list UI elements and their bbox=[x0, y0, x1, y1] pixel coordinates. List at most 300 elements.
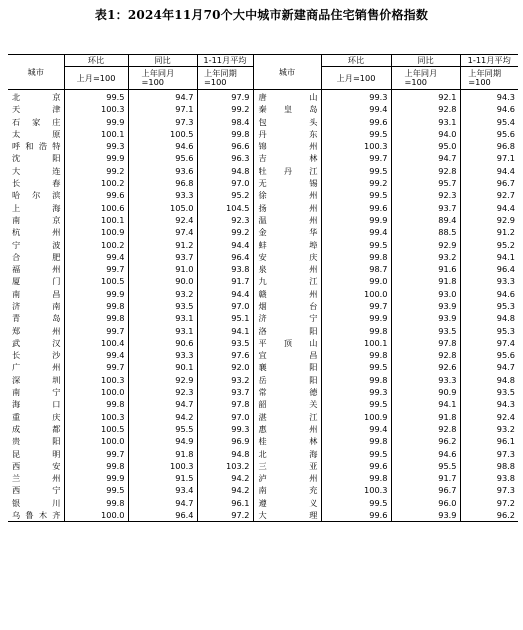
cell-mom-left: 99.9 bbox=[64, 152, 128, 164]
cell-yoy-right: 89.4 bbox=[391, 214, 460, 226]
cell-mom-right: 99.7 bbox=[321, 152, 391, 164]
cell-city-left: 沈阳 bbox=[12, 153, 61, 164]
header-row-1 bbox=[8, 55, 518, 67]
cell-ytd-right: 96.4 bbox=[460, 263, 518, 275]
cell-mom-right: 99.8 bbox=[321, 251, 391, 263]
cell-city-left: 西宁 bbox=[12, 485, 61, 496]
cell-mom-left: 99.7 bbox=[64, 448, 128, 460]
header-yoy-base-right bbox=[391, 67, 460, 90]
cell-city-left: 郑州 bbox=[12, 325, 61, 336]
cell-ytd-left: 97.6 bbox=[197, 349, 253, 361]
cell-city-right: 襄阳 bbox=[253, 362, 321, 374]
cell-ytd-left: 94.2 bbox=[197, 472, 253, 484]
cell-mom-left: 99.7 bbox=[64, 362, 128, 374]
cell-city-right: 烟台 bbox=[253, 300, 321, 312]
cell-yoy-right: 92.8 bbox=[391, 349, 460, 361]
cell-city-right: 泸州 bbox=[253, 472, 321, 484]
cell-yoy-right: 94.7 bbox=[391, 152, 460, 164]
table-row bbox=[8, 214, 518, 226]
header-ytd-base-text: 上年同期=100 bbox=[204, 68, 237, 87]
cell-mom-right: 99.8 bbox=[321, 374, 391, 386]
cell-city-left: 厦门 bbox=[12, 276, 61, 287]
cell-yoy-left: 93.5 bbox=[128, 300, 197, 312]
cell-yoy-right: 96.0 bbox=[391, 497, 460, 509]
cell-ytd-right: 96.8 bbox=[460, 140, 518, 152]
cell-mom-left: 99.8 bbox=[64, 497, 128, 509]
cell-mom-right: 99.6 bbox=[321, 509, 391, 522]
cell-city-right: 金华 bbox=[253, 226, 321, 238]
cell-city-left: 武汉 bbox=[12, 337, 61, 348]
cell-ytd-right: 92.4 bbox=[460, 411, 518, 423]
header-ytd-base-text: 上年同期=100 bbox=[468, 68, 502, 87]
table-row bbox=[8, 472, 518, 484]
table-row bbox=[8, 374, 518, 386]
header-ytd-right: 1-11月平均 bbox=[460, 55, 518, 67]
cell-mom-right: 99.5 bbox=[321, 448, 391, 460]
page-title: 表1：2024年11月70个大中城市新建商品住宅销售价格指数 bbox=[94, 8, 429, 22]
cell-city-right: 吉林 bbox=[253, 152, 321, 164]
cell-city-left: 乌鲁木齐 bbox=[8, 509, 64, 522]
cell-ytd-left: 97.9 bbox=[197, 90, 253, 104]
cell-ytd-right: 92.9 bbox=[460, 214, 518, 226]
cell-yoy-left: 94.7 bbox=[128, 90, 197, 104]
header-ytd-base-left bbox=[197, 67, 253, 90]
header-mom-base-left: 上月=100 bbox=[64, 67, 128, 90]
table-row bbox=[8, 362, 518, 374]
cell-city-left: 杭州 bbox=[12, 227, 61, 238]
cell-ytd-left: 94.1 bbox=[197, 325, 253, 337]
cell-mom-right: 99.8 bbox=[321, 325, 391, 337]
cell-ytd-left: 97.0 bbox=[197, 411, 253, 423]
cell-city-left: 海口 bbox=[12, 399, 61, 410]
cell-city-left: 重庆 bbox=[12, 411, 61, 422]
cell-ytd-right: 97.3 bbox=[460, 485, 518, 497]
cell-ytd-left: 94.8 bbox=[197, 165, 253, 177]
cell-mom-left: 100.3 bbox=[64, 411, 128, 423]
cell-yoy-left: 94.6 bbox=[128, 140, 197, 152]
cell-yoy-right: 92.8 bbox=[391, 165, 460, 177]
table-row bbox=[8, 128, 518, 140]
cell-city-right: 南充 bbox=[253, 485, 321, 497]
cell-city-right: 遵义 bbox=[253, 497, 321, 509]
cell-city-right: 包头 bbox=[253, 116, 321, 128]
cell-mom-right: 99.0 bbox=[321, 275, 391, 287]
cell-yoy-left: 97.3 bbox=[128, 116, 197, 128]
header-ytd-base-right bbox=[460, 67, 518, 90]
cell-yoy-left: 90.0 bbox=[128, 275, 197, 287]
cell-yoy-right: 90.9 bbox=[391, 386, 460, 398]
cell-yoy-right: 91.6 bbox=[391, 263, 460, 275]
cell-city-right: 无锡 bbox=[253, 177, 321, 189]
cell-yoy-right: 92.8 bbox=[391, 423, 460, 435]
table-row bbox=[8, 312, 518, 324]
cell-mom-right: 99.8 bbox=[321, 435, 391, 447]
cell-city-left: 昆明 bbox=[12, 448, 61, 459]
header-mom-base-right: 上月=100 bbox=[321, 67, 391, 90]
cell-yoy-left: 93.4 bbox=[128, 485, 197, 497]
cell-mom-left: 100.2 bbox=[64, 239, 128, 251]
cell-mom-right: 99.5 bbox=[321, 362, 391, 374]
cell-mom-left: 100.0 bbox=[64, 386, 128, 398]
cell-ytd-right: 96.1 bbox=[460, 435, 518, 447]
cell-city-left: 南昌 bbox=[12, 288, 61, 299]
cell-mom-left: 100.5 bbox=[64, 275, 128, 287]
table-row bbox=[8, 497, 518, 509]
cell-mom-right: 99.2 bbox=[321, 177, 391, 189]
cell-city-right: 宜昌 bbox=[253, 349, 321, 361]
cell-mom-right: 99.7 bbox=[321, 300, 391, 312]
table-row bbox=[8, 116, 518, 128]
cell-yoy-left: 93.7 bbox=[128, 251, 197, 263]
cell-city-right: 三亚 bbox=[253, 460, 321, 472]
cell-ytd-left: 94.4 bbox=[197, 288, 253, 300]
cell-ytd-right: 97.3 bbox=[460, 448, 518, 460]
header-city-right: 城市 bbox=[253, 55, 321, 90]
cell-mom-left: 100.5 bbox=[64, 423, 128, 435]
cell-ytd-left: 93.2 bbox=[197, 374, 253, 386]
cell-yoy-left: 93.3 bbox=[128, 349, 197, 361]
cell-yoy-right: 93.9 bbox=[391, 300, 460, 312]
table-row bbox=[8, 448, 518, 460]
cell-yoy-right: 95.0 bbox=[391, 140, 460, 152]
cell-yoy-right: 95.7 bbox=[391, 177, 460, 189]
cell-mom-left: 100.3 bbox=[64, 374, 128, 386]
table-row bbox=[8, 239, 518, 251]
table-row bbox=[8, 509, 518, 522]
cell-city-left: 银川 bbox=[12, 497, 61, 508]
cell-mom-left: 99.9 bbox=[64, 116, 128, 128]
cell-ytd-right: 95.3 bbox=[460, 300, 518, 312]
cell-mom-right: 100.9 bbox=[321, 411, 391, 423]
cell-ytd-left: 103.2 bbox=[197, 460, 253, 472]
cell-yoy-right: 94.1 bbox=[391, 398, 460, 410]
table-row bbox=[8, 226, 518, 238]
cell-city-left: 上海 bbox=[12, 202, 61, 213]
cell-yoy-left: 93.3 bbox=[128, 189, 197, 201]
cell-city-right: 大理 bbox=[253, 509, 321, 522]
header-yoy-base-text: 上年同月=100 bbox=[404, 68, 438, 87]
cell-ytd-left: 97.0 bbox=[197, 177, 253, 189]
cell-ytd-right: 97.2 bbox=[460, 497, 518, 509]
header-ytd-left: 1-11月平均 bbox=[197, 55, 253, 67]
cell-city-left: 西安 bbox=[12, 460, 61, 471]
cell-yoy-left: 92.4 bbox=[128, 214, 197, 226]
cell-ytd-left: 96.9 bbox=[197, 435, 253, 447]
cell-yoy-right: 93.9 bbox=[391, 509, 460, 522]
table-row bbox=[8, 398, 518, 410]
cell-yoy-right: 94.6 bbox=[391, 448, 460, 460]
cell-mom-left: 99.7 bbox=[64, 325, 128, 337]
cell-ytd-left: 93.8 bbox=[197, 263, 253, 275]
cell-ytd-right: 94.3 bbox=[460, 398, 518, 410]
cell-mom-right: 99.5 bbox=[321, 398, 391, 410]
cell-mom-right: 99.6 bbox=[321, 460, 391, 472]
cell-mom-right: 99.9 bbox=[321, 214, 391, 226]
cell-yoy-left: 90.6 bbox=[128, 337, 197, 349]
cell-mom-left: 100.0 bbox=[64, 435, 128, 447]
cell-city-left: 长沙 bbox=[12, 350, 61, 361]
cell-ytd-left: 99.8 bbox=[197, 128, 253, 140]
cell-yoy-left: 92.3 bbox=[128, 386, 197, 398]
cell-city-right: 湛江 bbox=[253, 411, 321, 423]
cell-mom-left: 100.1 bbox=[64, 214, 128, 226]
cell-yoy-right: 93.2 bbox=[391, 251, 460, 263]
cell-yoy-right: 92.8 bbox=[391, 103, 460, 115]
cell-yoy-right: 93.1 bbox=[391, 116, 460, 128]
cell-city-left: 宁波 bbox=[12, 239, 61, 250]
cell-city-right: 锦州 bbox=[253, 140, 321, 152]
cell-ytd-right: 97.1 bbox=[460, 152, 518, 164]
cell-ytd-right: 94.6 bbox=[460, 103, 518, 115]
cell-yoy-left: 94.7 bbox=[128, 398, 197, 410]
cell-yoy-left: 93.1 bbox=[128, 312, 197, 324]
header-city-left: 城市 bbox=[8, 55, 64, 90]
cell-mom-left: 100.2 bbox=[64, 177, 128, 189]
cell-mom-left: 100.9 bbox=[64, 226, 128, 238]
cell-ytd-right: 94.8 bbox=[460, 374, 518, 386]
header-yoy-base-left bbox=[128, 67, 197, 90]
cell-mom-right: 100.3 bbox=[321, 140, 391, 152]
cell-yoy-left: 100.3 bbox=[128, 460, 197, 472]
cell-city-left: 长春 bbox=[12, 178, 61, 189]
cell-ytd-right: 95.3 bbox=[460, 325, 518, 337]
cell-mom-left: 99.8 bbox=[64, 398, 128, 410]
table-row bbox=[8, 349, 518, 361]
table-row bbox=[8, 263, 518, 275]
table-row bbox=[8, 386, 518, 398]
cell-ytd-right: 93.2 bbox=[460, 423, 518, 435]
cell-city-left: 南京 bbox=[12, 214, 61, 225]
table-row bbox=[8, 140, 518, 152]
table-row bbox=[8, 202, 518, 214]
cell-ytd-left: 91.7 bbox=[197, 275, 253, 287]
cell-city-right: 桂林 bbox=[253, 435, 321, 447]
table-row bbox=[8, 177, 518, 189]
cell-yoy-right: 92.9 bbox=[391, 239, 460, 251]
cell-city-right: 济宁 bbox=[253, 312, 321, 324]
table-row bbox=[8, 288, 518, 300]
cell-mom-left: 99.8 bbox=[64, 312, 128, 324]
cell-city-left: 成都 bbox=[12, 423, 61, 434]
cell-ytd-left: 94.2 bbox=[197, 485, 253, 497]
cell-ytd-right: 92.7 bbox=[460, 189, 518, 201]
cell-yoy-right: 97.8 bbox=[391, 337, 460, 349]
cell-ytd-right: 95.6 bbox=[460, 128, 518, 140]
cell-city-left: 贵阳 bbox=[12, 436, 61, 447]
cell-yoy-left: 94.2 bbox=[128, 411, 197, 423]
cell-yoy-right: 92.1 bbox=[391, 90, 460, 104]
cell-ytd-right: 95.6 bbox=[460, 349, 518, 361]
cell-ytd-left: 96.1 bbox=[197, 497, 253, 509]
cell-ytd-left: 94.4 bbox=[197, 239, 253, 251]
cell-mom-right: 99.6 bbox=[321, 202, 391, 214]
cell-ytd-right: 94.3 bbox=[460, 90, 518, 104]
cell-yoy-left: 93.6 bbox=[128, 165, 197, 177]
cell-city-left: 广州 bbox=[12, 362, 61, 373]
cell-mom-right: 98.7 bbox=[321, 263, 391, 275]
cell-mom-left: 100.3 bbox=[64, 103, 128, 115]
cell-ytd-right: 96.2 bbox=[460, 509, 518, 522]
cell-city-right: 温州 bbox=[253, 214, 321, 226]
cell-city-left: 哈尔滨 bbox=[12, 190, 61, 201]
cell-yoy-left: 95.6 bbox=[128, 152, 197, 164]
cell-ytd-right: 96.7 bbox=[460, 177, 518, 189]
cell-mom-left: 99.5 bbox=[64, 90, 128, 104]
cell-ytd-right: 94.1 bbox=[460, 251, 518, 263]
cell-mom-right: 99.5 bbox=[321, 239, 391, 251]
table-row bbox=[8, 460, 518, 472]
cell-yoy-right: 95.5 bbox=[391, 460, 460, 472]
cell-yoy-left: 91.0 bbox=[128, 263, 197, 275]
cell-yoy-left: 96.4 bbox=[128, 509, 197, 522]
cell-mom-right: 99.5 bbox=[321, 165, 391, 177]
cell-yoy-left: 91.5 bbox=[128, 472, 197, 484]
cell-yoy-left: 95.5 bbox=[128, 423, 197, 435]
table-row bbox=[8, 300, 518, 312]
cell-ytd-right: 94.8 bbox=[460, 312, 518, 324]
cell-mom-right: 100.0 bbox=[321, 288, 391, 300]
cell-mom-right: 99.6 bbox=[321, 116, 391, 128]
cell-city-left: 北京 bbox=[12, 91, 61, 102]
table-row bbox=[8, 485, 518, 497]
cell-yoy-right: 96.2 bbox=[391, 435, 460, 447]
cell-mom-right: 99.5 bbox=[321, 497, 391, 509]
cell-city-left: 福州 bbox=[12, 264, 61, 275]
cell-city-right: 常德 bbox=[253, 386, 321, 398]
cell-city-right: 蚌埠 bbox=[253, 239, 321, 251]
cell-ytd-left: 97.2 bbox=[197, 509, 253, 522]
cell-yoy-right: 93.0 bbox=[391, 288, 460, 300]
cell-ytd-left: 97.8 bbox=[197, 398, 253, 410]
table-row bbox=[8, 411, 518, 423]
cell-mom-left: 100.4 bbox=[64, 337, 128, 349]
price-index-table bbox=[8, 54, 518, 522]
cell-ytd-left: 99.3 bbox=[197, 423, 253, 435]
cell-mom-right: 99.5 bbox=[321, 189, 391, 201]
cell-mom-left: 99.7 bbox=[64, 263, 128, 275]
cell-mom-right: 99.4 bbox=[321, 103, 391, 115]
cell-ytd-right: 91.2 bbox=[460, 226, 518, 238]
cell-ytd-right: 94.4 bbox=[460, 165, 518, 177]
cell-ytd-right: 93.3 bbox=[460, 275, 518, 287]
cell-city-right: 北海 bbox=[253, 448, 321, 460]
cell-yoy-left: 94.7 bbox=[128, 497, 197, 509]
cell-yoy-left: 97.4 bbox=[128, 226, 197, 238]
cell-ytd-left: 95.1 bbox=[197, 312, 253, 324]
cell-mom-left: 99.6 bbox=[64, 189, 128, 201]
cell-ytd-left: 93.5 bbox=[197, 337, 253, 349]
cell-city-left: 呼和浩特 bbox=[12, 141, 61, 152]
table-row bbox=[8, 152, 518, 164]
cell-ytd-left: 96.4 bbox=[197, 251, 253, 263]
cell-city-right: 牡丹江 bbox=[253, 165, 321, 177]
cell-yoy-right: 92.3 bbox=[391, 189, 460, 201]
table-row bbox=[8, 325, 518, 337]
cell-mom-right: 99.4 bbox=[321, 423, 391, 435]
cell-city-right: 岳阳 bbox=[253, 374, 321, 386]
cell-yoy-right: 91.8 bbox=[391, 275, 460, 287]
cell-mom-right: 99.5 bbox=[321, 128, 391, 140]
cell-city-left: 济南 bbox=[12, 300, 61, 311]
header-mom-right: 环比 bbox=[321, 55, 391, 67]
cell-yoy-left: 92.9 bbox=[128, 374, 197, 386]
cell-yoy-left: 93.2 bbox=[128, 288, 197, 300]
cell-city-left: 大连 bbox=[12, 165, 61, 176]
cell-mom-right: 100.1 bbox=[321, 337, 391, 349]
cell-yoy-right: 93.7 bbox=[391, 202, 460, 214]
cell-ytd-right: 95.4 bbox=[460, 116, 518, 128]
cell-yoy-right: 94.0 bbox=[391, 128, 460, 140]
cell-ytd-left: 94.8 bbox=[197, 448, 253, 460]
cell-city-right: 秦皇岛 bbox=[253, 103, 321, 115]
cell-city-right: 扬州 bbox=[253, 202, 321, 214]
cell-ytd-right: 93.8 bbox=[460, 472, 518, 484]
cell-yoy-left: 91.8 bbox=[128, 448, 197, 460]
cell-city-left: 太原 bbox=[12, 128, 61, 139]
cell-mom-right: 99.4 bbox=[321, 226, 391, 238]
table-row bbox=[8, 423, 518, 435]
cell-ytd-right: 94.7 bbox=[460, 362, 518, 374]
cell-yoy-right: 91.8 bbox=[391, 411, 460, 423]
cell-mom-right: 99.8 bbox=[321, 349, 391, 361]
cell-mom-left: 99.5 bbox=[64, 485, 128, 497]
cell-yoy-left: 100.5 bbox=[128, 128, 197, 140]
cell-mom-right: 99.9 bbox=[321, 312, 391, 324]
cell-ytd-left: 96.6 bbox=[197, 140, 253, 152]
cell-ytd-left: 98.4 bbox=[197, 116, 253, 128]
cell-yoy-left: 93.1 bbox=[128, 325, 197, 337]
cell-mom-right: 99.3 bbox=[321, 90, 391, 104]
cell-yoy-right: 93.5 bbox=[391, 325, 460, 337]
cell-ytd-right: 94.6 bbox=[460, 288, 518, 300]
cell-mom-left: 99.9 bbox=[64, 472, 128, 484]
cell-city-right: 丹东 bbox=[253, 128, 321, 140]
cell-mom-right: 99.8 bbox=[321, 472, 391, 484]
cell-city-right: 洛阳 bbox=[253, 325, 321, 337]
cell-mom-left: 100.6 bbox=[64, 202, 128, 214]
cell-yoy-right: 96.7 bbox=[391, 485, 460, 497]
cell-mom-left: 99.4 bbox=[64, 251, 128, 263]
cell-yoy-left: 105.0 bbox=[128, 202, 197, 214]
cell-ytd-left: 99.2 bbox=[197, 226, 253, 238]
cell-city-left: 南宁 bbox=[12, 387, 61, 398]
cell-mom-left: 99.8 bbox=[64, 460, 128, 472]
header-yoy-base-text: 上年同月=100 bbox=[141, 68, 175, 87]
cell-ytd-right: 93.5 bbox=[460, 386, 518, 398]
cell-yoy-right: 93.9 bbox=[391, 312, 460, 324]
cell-ytd-right: 94.4 bbox=[460, 202, 518, 214]
cell-mom-left: 100.0 bbox=[64, 509, 128, 522]
header-yoy-right: 同比 bbox=[391, 55, 460, 67]
cell-city-right: 赣州 bbox=[253, 288, 321, 300]
header-mom-left: 环比 bbox=[64, 55, 128, 67]
cell-city-right: 泉州 bbox=[253, 263, 321, 275]
cell-city-right: 平顶山 bbox=[253, 337, 321, 349]
cell-city-left: 石家庄 bbox=[12, 116, 61, 127]
cell-mom-left: 99.4 bbox=[64, 349, 128, 361]
cell-city-right: 安庆 bbox=[253, 251, 321, 263]
table-row bbox=[8, 165, 518, 177]
table-row bbox=[8, 275, 518, 287]
cell-ytd-left: 95.2 bbox=[197, 189, 253, 201]
cell-city-left: 天津 bbox=[12, 104, 61, 115]
cell-yoy-left: 91.2 bbox=[128, 239, 197, 251]
cell-city-right: 九江 bbox=[253, 275, 321, 287]
header-yoy-left: 同比 bbox=[128, 55, 197, 67]
cell-city-right: 惠州 bbox=[253, 423, 321, 435]
cell-yoy-right: 92.6 bbox=[391, 362, 460, 374]
cell-yoy-right: 88.5 bbox=[391, 226, 460, 238]
